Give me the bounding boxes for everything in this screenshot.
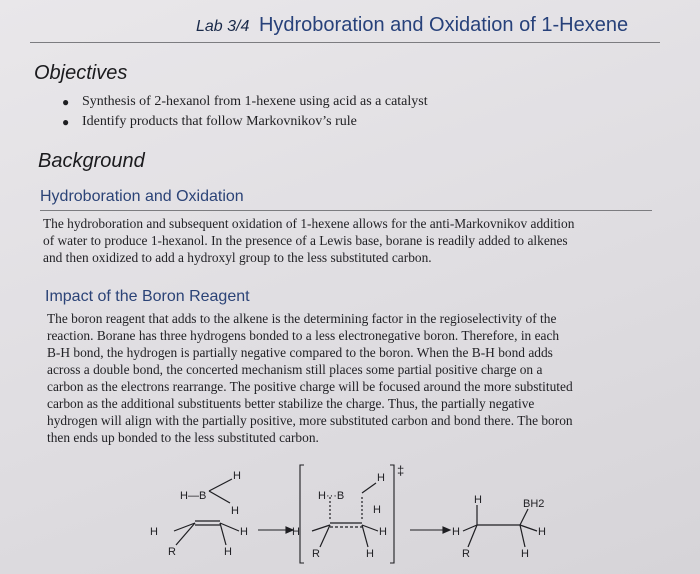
list-item — [62, 112, 428, 132]
objective-text: Identify products that follow Markovnikov’s rule — [82, 114, 357, 129]
reactant-hb-label: H—B — [180, 490, 207, 502]
boron-heading: Impact of the Boron Reagent — [45, 288, 250, 305]
list-item — [62, 92, 428, 112]
objectives-list — [62, 92, 428, 132]
reactant-h-b: H — [231, 505, 239, 517]
reactant-r: R — [168, 546, 176, 558]
background-heading: Background — [38, 150, 145, 172]
paragraph-line: The boron reagent that adds to the alkene is the determining factor in the regioselectivity of the — [47, 311, 557, 326]
reactant-h-right: H — [240, 526, 248, 538]
paragraph-line: B-H bond, the hydrogen is partially negative compared to the boron. When the B-H bond adds — [47, 345, 553, 360]
paragraph-line: carbon as the electrons rearrange. The positive charge will be focused around the more substituted — [47, 379, 573, 394]
page-title — [196, 14, 666, 37]
reactant-h-left: H — [150, 526, 158, 538]
product-h-left: H — [452, 526, 460, 538]
hydroboration-paragraph — [43, 215, 649, 266]
product-h: H — [474, 494, 482, 506]
reaction-arrow-2 — [410, 527, 450, 533]
reactant-h-bottom: H — [224, 546, 232, 558]
paragraph-line: and then oxidized to add a hydroxyl group to the less substituted carbon. — [43, 250, 432, 265]
boron-paragraph — [47, 310, 647, 446]
objectives-heading: Objectives — [34, 62, 128, 84]
paragraph-line: then ends up bonded to the less substituted carbon. — [47, 430, 319, 445]
ts-r: R — [312, 548, 320, 560]
reactant-structure — [174, 479, 239, 545]
bullet-icon: ● — [62, 95, 70, 109]
hydroboration-heading: Hydroboration and Oxidation — [40, 188, 244, 205]
lab-title: Hydroboration and Oxidation of 1-Hexene — [258, 14, 629, 36]
product-structure — [463, 505, 537, 547]
ts-h-b: H — [373, 504, 381, 516]
product-h-right: H — [538, 526, 546, 538]
header-divider — [30, 42, 660, 43]
reaction-arrow-1 — [258, 527, 293, 533]
hydroboration-mechanism-diagram — [140, 453, 580, 571]
ts-h-bottom: H — [366, 548, 374, 560]
transition-state-dagger: ‡ — [397, 463, 405, 478]
objective-text: Synthesis of 2-hexanol from 1-hexene using acid as a catalyst — [82, 94, 428, 109]
ts-hb-label: H···B — [318, 490, 345, 502]
paragraph-line: of water to produce 1-hexanol. In the presence of a Lewis base, borane is readily added to alkenes — [43, 233, 568, 248]
bullet-icon: ● — [62, 115, 70, 129]
paragraph-line: across a double bond, the concerted mechanism still places some partial positive charge on a — [47, 362, 543, 377]
ts-h-right: H — [379, 526, 387, 538]
paragraph-line: The hydroboration and subsequent oxidation of 1-hexene allows for the anti-Markovnikov addition — [43, 216, 575, 231]
ts-h-top: H — [377, 472, 385, 484]
product-h-bottom: H — [521, 548, 529, 560]
subsection-divider — [40, 210, 652, 211]
paragraph-line: carbon as the additional substituents better stabilize the charge. Thus, the partially negative — [47, 396, 535, 411]
paragraph-line: hydrogen will align with the partially positive, more substituted carbon and bond there. The boron — [47, 413, 573, 428]
lab-number: Lab 3/4 — [196, 18, 250, 35]
product-bh2: BH2 — [523, 498, 545, 510]
reactant-h-top: H — [233, 470, 241, 482]
product-r: R — [462, 548, 470, 560]
ts-h-left: H — [292, 526, 300, 538]
paragraph-line: reaction. Borane has three hydrogens bonded to a less electronegative boron. Therefore, in each — [47, 328, 560, 343]
